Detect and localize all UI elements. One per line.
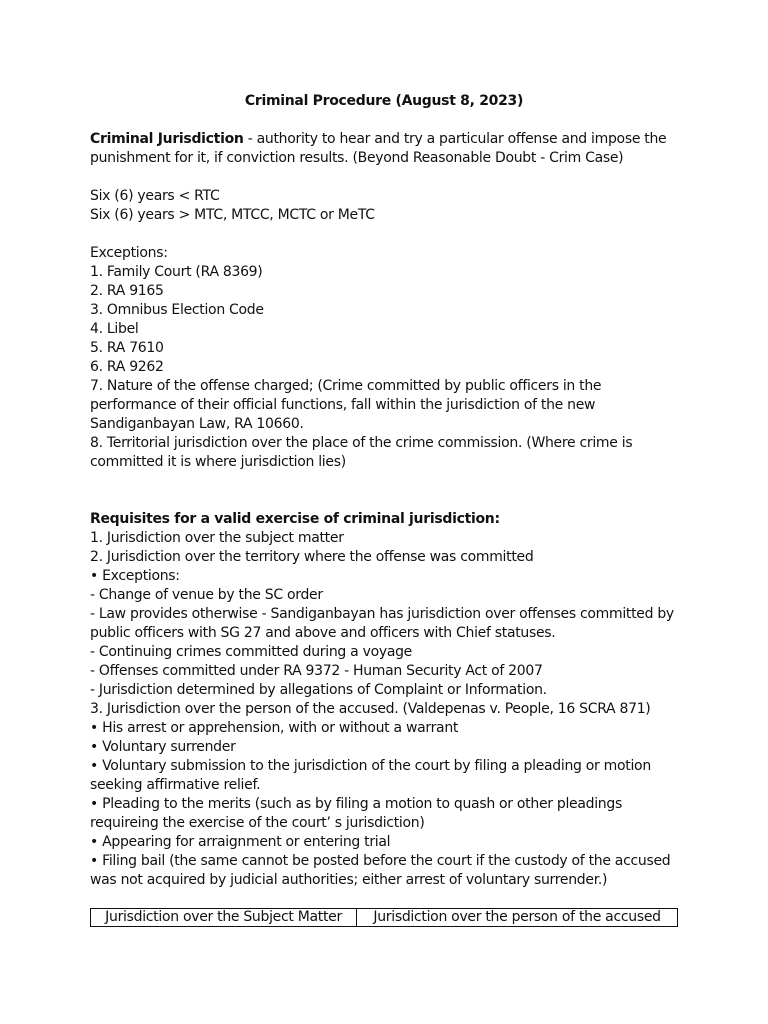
- definition-text: - authority to hear and try a particular offense and impose the punishment for it, if conviction results. (Beyond Reasonable Doubt - Crim Case): [90, 131, 667, 166]
- requisite-item: 1. Jurisdiction over the subject matter: [90, 530, 344, 546]
- requisite-item: • His arrest or apprehension, with or without a warrant: [90, 720, 459, 736]
- exception-item: 6. RA 9262: [90, 359, 164, 375]
- definition-paragraph: [90, 130, 680, 168]
- exception-item: 2. RA 9165: [90, 283, 164, 299]
- jurisdiction-comparison-table: [90, 908, 678, 927]
- requisites-heading: Requisites for a valid exercise of criminal jurisdiction:: [90, 511, 500, 527]
- requisite-item: • Voluntary submission to the jurisdiction of the court by filing a pleading or motion seeking affirmative relief.: [90, 758, 651, 793]
- requisite-item: • Voluntary surrender: [90, 739, 236, 755]
- exception-item: 1. Family Court (RA 8369): [90, 264, 263, 280]
- exceptions-heading: Exceptions:: [90, 245, 168, 261]
- table-header-cell: Jurisdiction over the Subject Matter: [91, 909, 357, 927]
- requisite-item: - Change of venue by the SC order: [90, 587, 323, 603]
- requisite-item: 2. Jurisdiction over the territory where the offense was committed: [90, 549, 534, 565]
- document-page: [90, 92, 680, 890]
- requisite-item: • Exceptions:: [90, 568, 180, 584]
- threshold-line: Six (6) years > MTC, MTCC, MCTC or MeTC: [90, 207, 375, 223]
- exception-item: 5. RA 7610: [90, 340, 164, 356]
- exception-item: 4. Libel: [90, 321, 139, 337]
- requisite-item: - Offenses committed under RA 9372 - Human Security Act of 2007: [90, 663, 543, 679]
- threshold-line: Six (6) years < RTC: [90, 188, 220, 204]
- requisite-item: - Continuing crimes committed during a voyage: [90, 644, 412, 660]
- document-title: Criminal Procedure (August 8, 2023): [244, 93, 524, 109]
- requisite-item: - Law provides otherwise - Sandiganbayan has jurisdiction over offenses committed by public officers with SG 27 and above and officers with Chief statuses.: [90, 606, 674, 641]
- table-header-row: [91, 909, 678, 927]
- requisite-item: • Pleading to the merits (such as by filing a motion to quash or other pleadings requireing the exercise of the court’ s jurisdiction): [90, 796, 622, 831]
- exception-item: 3. Omnibus Election Code: [90, 302, 264, 318]
- definition-term: Criminal Jurisdiction: [90, 131, 244, 147]
- requisite-item: • Appearing for arraignment or entering trial: [90, 834, 391, 850]
- requisite-item: - Jurisdiction determined by allegations of Complaint or Information.: [90, 682, 547, 698]
- requisite-item: 3. Jurisdiction over the person of the accused. (Valdepenas v. People, 16 SCRA 871): [90, 701, 651, 717]
- table-header-cell: Jurisdiction over the person of the accused: [357, 909, 678, 927]
- exception-item: 8. Territorial jurisdiction over the place of the crime commission. (Where crime is committed it is where jurisdiction lies): [90, 435, 633, 470]
- requisite-item: • Filing bail (the same cannot be posted before the court if the custody of the accused was not acquired by judicial authorities; either arrest of voluntary surrender.): [90, 853, 671, 888]
- exception-item: 7. Nature of the offense charged; (Crime committed by public officers in the performance of their official functions, fall within the jurisdiction of the new Sandiganbayan Law, RA 10660.: [90, 378, 602, 432]
